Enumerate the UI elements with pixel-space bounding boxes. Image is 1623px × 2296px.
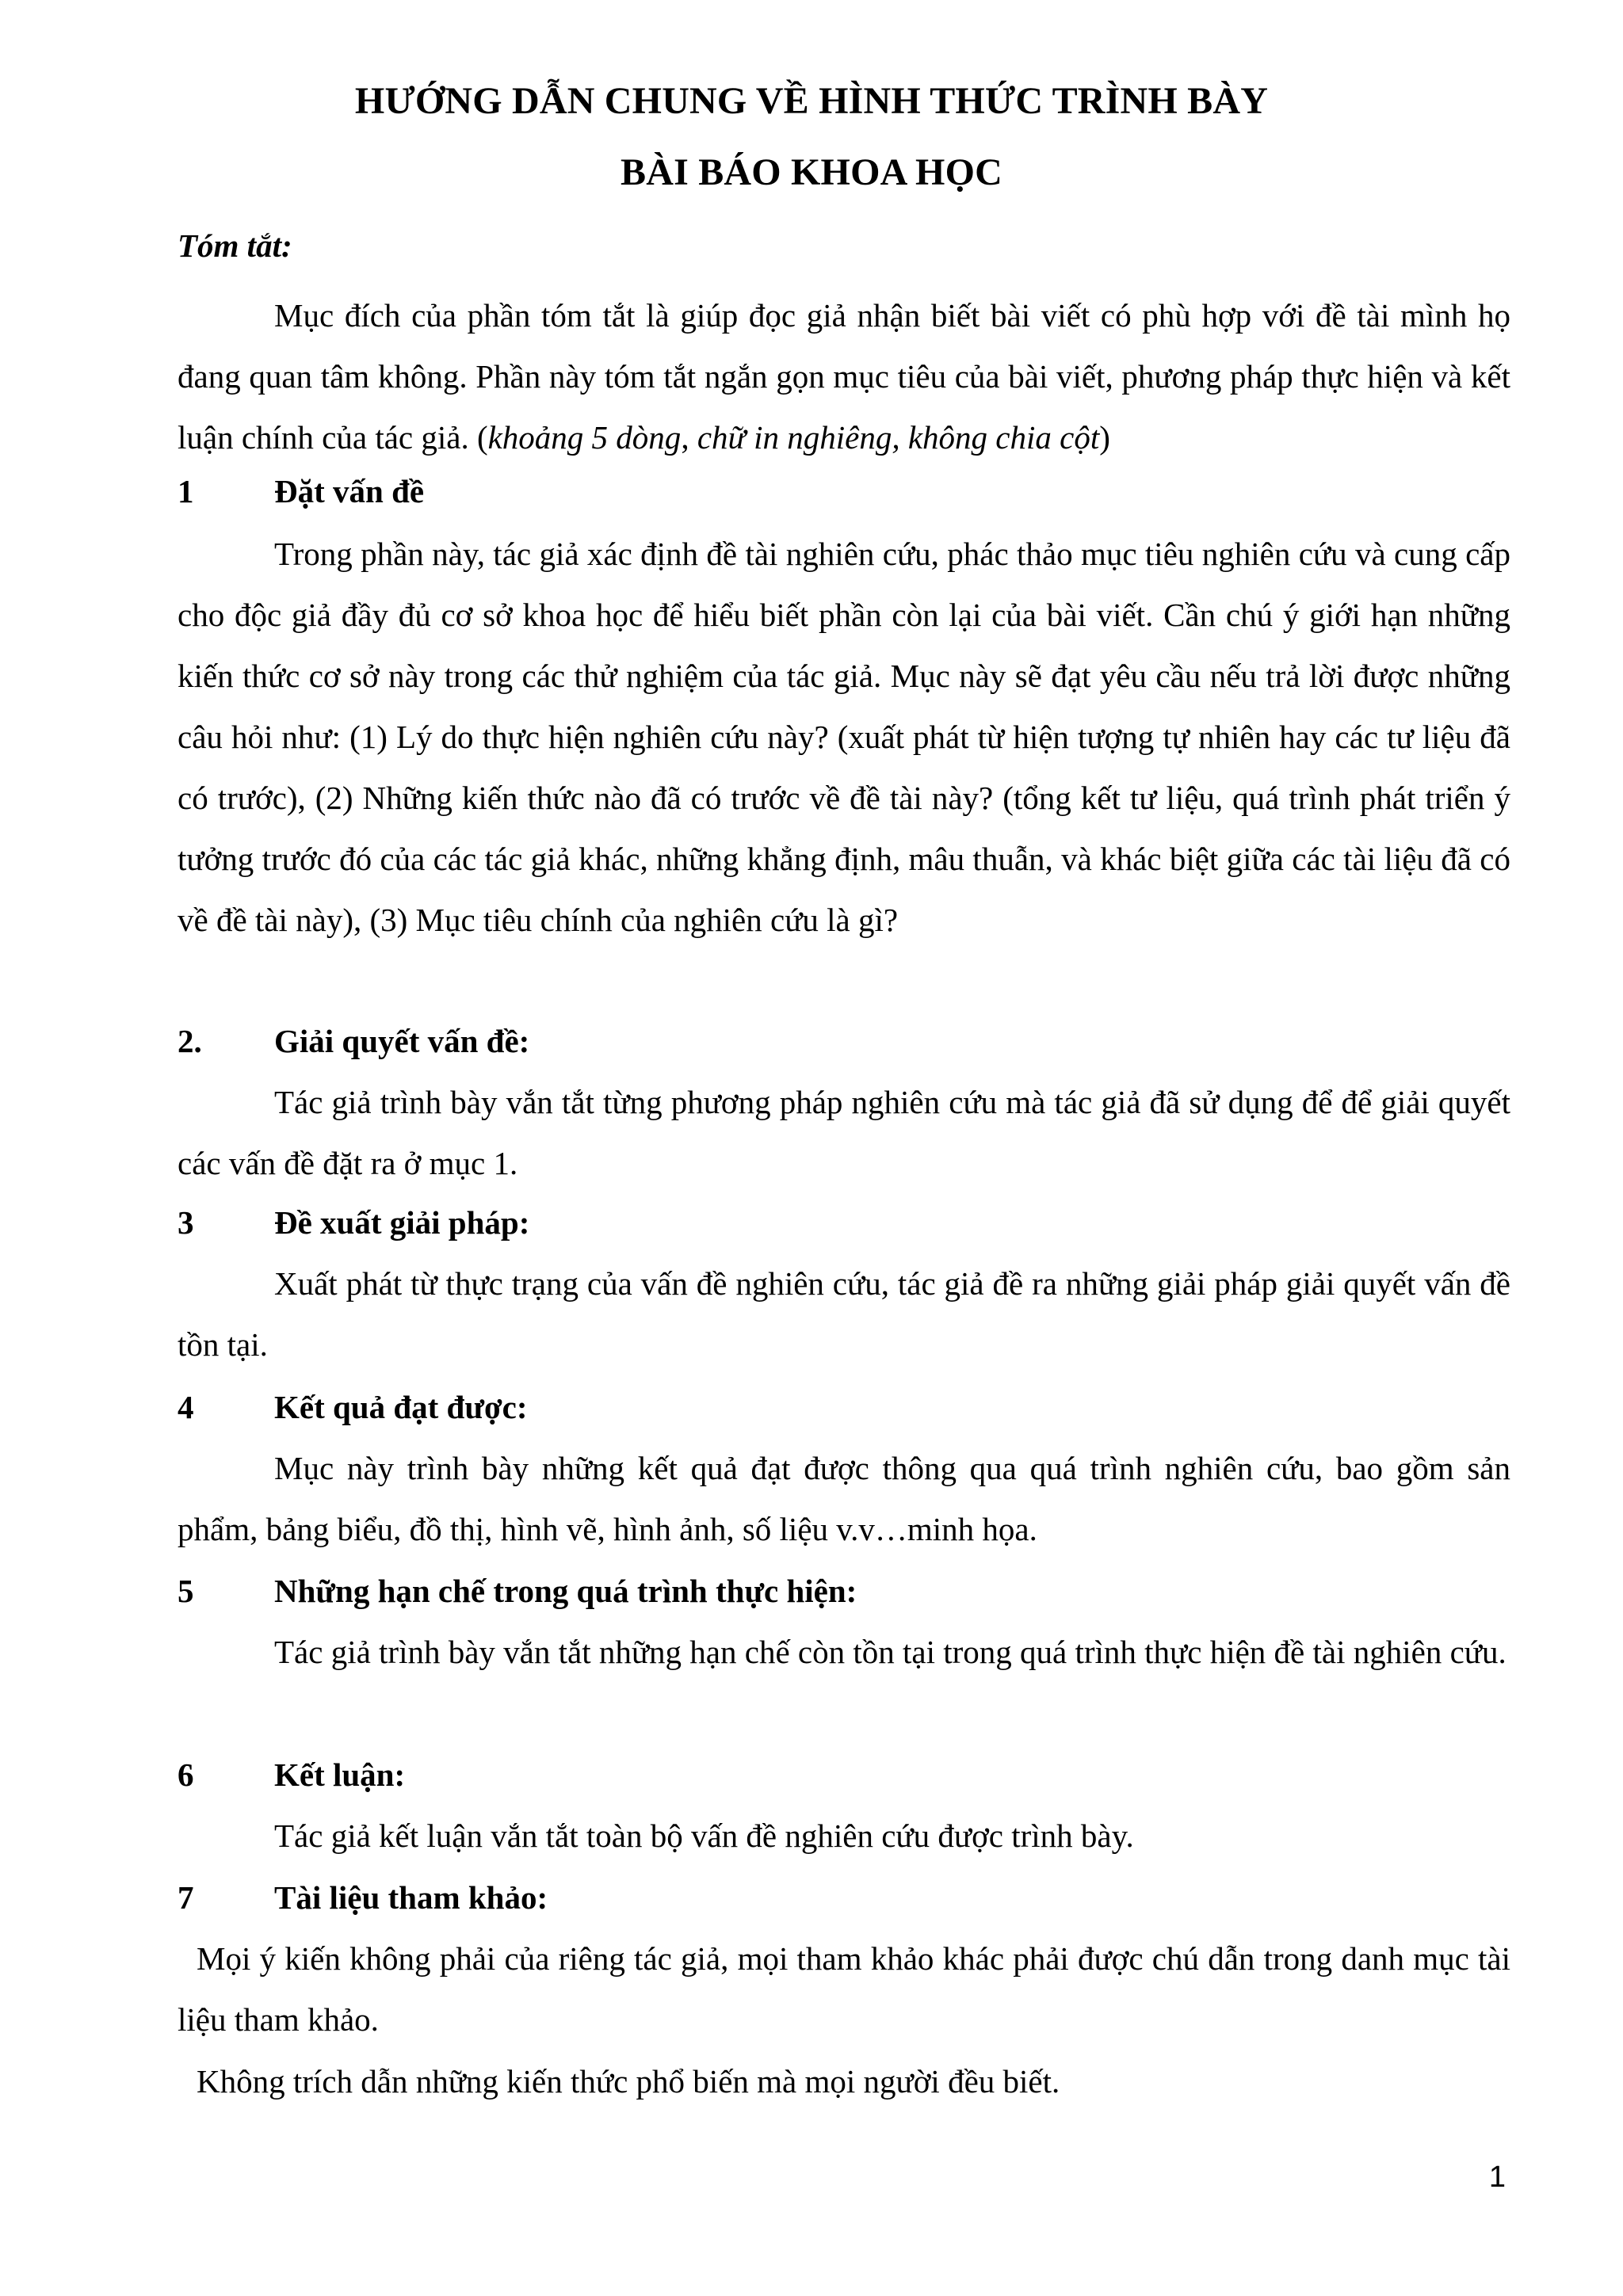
section-number: 1 — [178, 473, 194, 509]
abstract-label: Tóm tắt: — [178, 227, 292, 264]
section-paragraph: Tác giả trình bày vắn tắt những hạn chế còn tồn tại trong quá trình thực hiện đề tài nghiên cứu. — [274, 1634, 1507, 1670]
section-title: Kết luận: — [274, 1756, 406, 1793]
section-number: 5 — [178, 1573, 194, 1609]
section-title: Những hạn chế trong quá trình thực hiện: — [274, 1573, 857, 1609]
section-title: Kết quả đạt được: — [274, 1389, 528, 1425]
section-number: 4 — [178, 1389, 194, 1425]
section-heading — [178, 1200, 1510, 1245]
section-paragraph: Mục này trình bày những kết quả đạt được thông qua quá trình nghiên cứu, bao gồm sản phẩm, bảng biểu, đồ thị, hình vẽ, hình ảnh, số liệu v.v…minh họa. — [178, 1450, 1510, 1547]
section-heading — [178, 1753, 1510, 1797]
section-paragraph: Trong phần này, tác giả xác định đề tài nghiên cứu, phác thảo mục tiêu nghiên cứu và cung cấp cho độc giả đầy đủ cơ sở khoa học để hiểu biết phần còn lại của bài viết. Cần chú ý giới hạn những kiến thức cơ sở này trong các thử nghiệm của tác giả. Mục này sẽ đạt yêu cầu nếu trả lời được những câu hỏi như: (1) Lý do thực hiện nghiên cứu này? (xuất phát từ hiện tượng tự nhiên hay các tư liệu đã có trước), (2) Những kiến thức nào đã có trước về đề tài này? (tổng kết tư liệu, quá trình phát triển ý tưởng trước đó của các tác giả khác, những khẳng định, mâu thuẫn, và khác biệt giữa các tài liệu đã có về đề tài này), (3) Mục tiêu chính của nghiên cứu là gì? — [178, 536, 1510, 938]
section-number: 3 — [178, 1204, 194, 1241]
page-number: 1 — [1488, 2161, 1506, 2194]
section-number: 6 — [178, 1756, 194, 1793]
abstract-note-2: chữ in nghiêng, không chia cột — [697, 419, 1100, 456]
section-number: 7 — [178, 1879, 194, 1916]
section-number: 2. — [178, 1023, 202, 1059]
section-paragraph: Tác giả trình bày vắn tắt từng phương pháp nghiên cứu mà tác giả đã sử dụng để để giải quyết các vấn đề đặt ra ở mục 1. — [178, 1084, 1510, 1181]
section-paragraph: Xuất phát từ thực trạng của vấn đề nghiên cứu, tác giả đề ra những giải pháp giải quyết vấn đề tồn tại. — [178, 1265, 1510, 1363]
section-heading — [178, 1019, 1510, 1063]
abstract-paragraph — [178, 285, 1510, 468]
abstract-note-close: ) — [1099, 419, 1110, 456]
section-paragraph: Mọi ý kiến không phải của riêng tác giả, mọi tham khảo khác phải được chú dẫn trong danh mục tài liệu tham khảo. — [178, 1940, 1510, 2038]
section-title: Giải quyết vấn đề: — [274, 1023, 530, 1059]
section-heading — [178, 1875, 1510, 1920]
section-heading — [178, 1569, 1510, 1613]
document-title-line-1: HƯỚNG DẪN CHUNG VỀ HÌNH THỨC TRÌNH BÀY — [354, 80, 1269, 122]
section-heading — [178, 1385, 1510, 1429]
section-title: Tài liệu tham khảo: — [274, 1879, 548, 1916]
document-title-line-2: BÀI BÁO KHOA HỌC — [621, 151, 1002, 193]
section-paragraph: Tác giả kết luận vắn tắt toàn bộ vấn đề nghiên cứu được trình bày. — [274, 1817, 1134, 1854]
abstract-note-separator: , — [681, 419, 697, 456]
abstract-note-1: khoảng 5 dòng — [487, 419, 682, 456]
section-title: Đặt vấn đề — [274, 473, 425, 509]
section-paragraph: Không trích dẫn những kiến thức phổ biến mà mọi người đều biết. — [197, 2063, 1060, 2100]
section-heading — [178, 469, 1510, 513]
section-title: Đề xuất giải pháp: — [274, 1204, 530, 1241]
abstract-text: Mục đích của phần tóm tắt là giúp đọc giả nhận biết bài viết có phù hợp với đề tài mình họ đang quan tâm không. Phần này tóm tắt ngắn gọn mục tiêu của bài viết, phương pháp thực hiện và kết luận chính của tác giả. ( — [178, 297, 1510, 456]
